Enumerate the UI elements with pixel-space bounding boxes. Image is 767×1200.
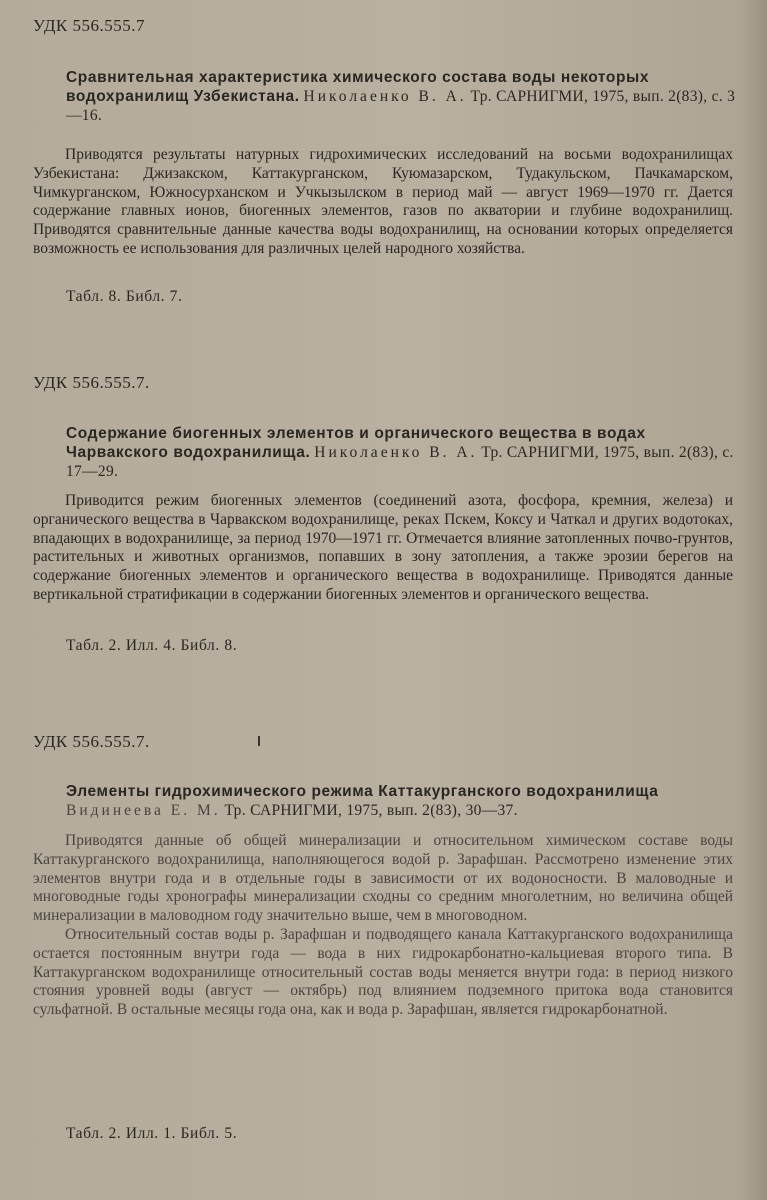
abstract-body bbox=[33, 832, 733, 1020]
abstract-body bbox=[33, 146, 733, 259]
abstract-references: Табл. 2. Илл. 4. Библ. 8. bbox=[66, 637, 238, 654]
abstract-author: Видинеева Е. М. bbox=[66, 802, 221, 819]
print-mark bbox=[258, 736, 260, 746]
abstract-source: Тр. САРНИГМИ, 1975, вып. 2(83), 30—37. bbox=[224, 802, 518, 819]
abstract-title: Сравнительная характеристика химического состава воды некоторых водохранилищ Узбекистана. bbox=[66, 69, 650, 105]
page-edge-shadow bbox=[741, 0, 767, 1200]
abstract-references: Табл. 8. Библ. 7. bbox=[66, 288, 183, 305]
abstract-paragraph: Приводятся данные об общей минерализации и относительном химическом составе воды Каттакурганского водохранилища, наполняющегося водой р. Зарафшан. Рассмотрено изменение этих элементов внутри года и в отдельные годы в зависимости от их водоносности. В маловодные и многоводные годы хронографы минерализации сходны со средним многолетним, но величина общей минерализации в маловодном году значительно выше, чем в многоводном. bbox=[33, 832, 733, 925]
abstract-paragraph: Приводятся результаты натурных гидрохимических исследований на восьми водохранилищах Узбекистана: Джизакском, Каттакурганском, Куюмазарском, Тудакульском, Пачкамарском, Чимкурганском, Южносурханском и Учкызылском в период май — август 1969—1970 гг. Дается содержание главных ионов, биогенных элементов, газов по акватории и глубине водохранилищ. Приводятся сравнительные данные качества воды водохранилищ, на основании которых определяется возможность ее использования для различных целей народного хозяйства. bbox=[33, 146, 733, 257]
abstract-title: Содержание биогенных элементов и органического вещества в водах Чарвакского водохранилища. bbox=[66, 425, 646, 461]
udk-code: УДК 556.555.7 bbox=[33, 16, 146, 35]
abstract-author: Николаенко В. А. bbox=[314, 444, 478, 461]
abstract-body bbox=[33, 492, 733, 605]
abstract-source: Тр. САРНИГМИ, 1975, вып. 2(83), с. 17—29. bbox=[66, 444, 734, 480]
abstract-heading bbox=[66, 424, 736, 481]
abstract-title: Элементы гидрохимического режима Каттакурганского водохранилища bbox=[66, 783, 659, 800]
abstract-heading bbox=[66, 782, 736, 820]
abstract-paragraph: Приводится режим биогенных элементов (соединений азота, фосфора, кремния, железа) и органического вещества в Чарвакском водохранилище, реках Пскем, Коксу и Чаткал и других водотоках, впадающих в водохранилище, за период 1970—1971 гг. Отмечается влияние затопленных почво-грунтов, растительных и животных организмов, попавших в зону затопления, а также эрозии берегов на содержание биогенных элементов и органического вещества в водохранилище. Приводятся данные вертикальной стратификации в содержании биогенных элементов и органического вещества. bbox=[33, 492, 733, 603]
udk-code: УДК 556.555.7. bbox=[33, 373, 150, 392]
abstract-paragraph: Относительный состав воды р. Зарафшан и подводящего канала Каттакурганского водохранилища остается постоянным внутри года — вода в них гидрокарбонатно-кальциевая второго типа. В Каттакурганском водохранилище относительный состав воды меняется внутри года: в период низкого стояния уровней воды (август — октябрь) под влиянием подземного притока вода становится сульфатной. В остальные месяцы года она, как и вода р. Зарафшан, является гидрокарбонатной. bbox=[33, 925, 733, 1019]
abstract-source: Тр. САРНИГМИ, 1975, вып. 2(83), с. 3—16. bbox=[66, 88, 736, 124]
abstract-heading bbox=[66, 68, 736, 125]
abstract-references: Табл. 2. Илл. 1. Библ. 5. bbox=[66, 1125, 238, 1142]
udk-code: УДК 556.555.7. bbox=[33, 732, 150, 751]
abstract-author: Николаенко В. А. bbox=[303, 88, 467, 105]
